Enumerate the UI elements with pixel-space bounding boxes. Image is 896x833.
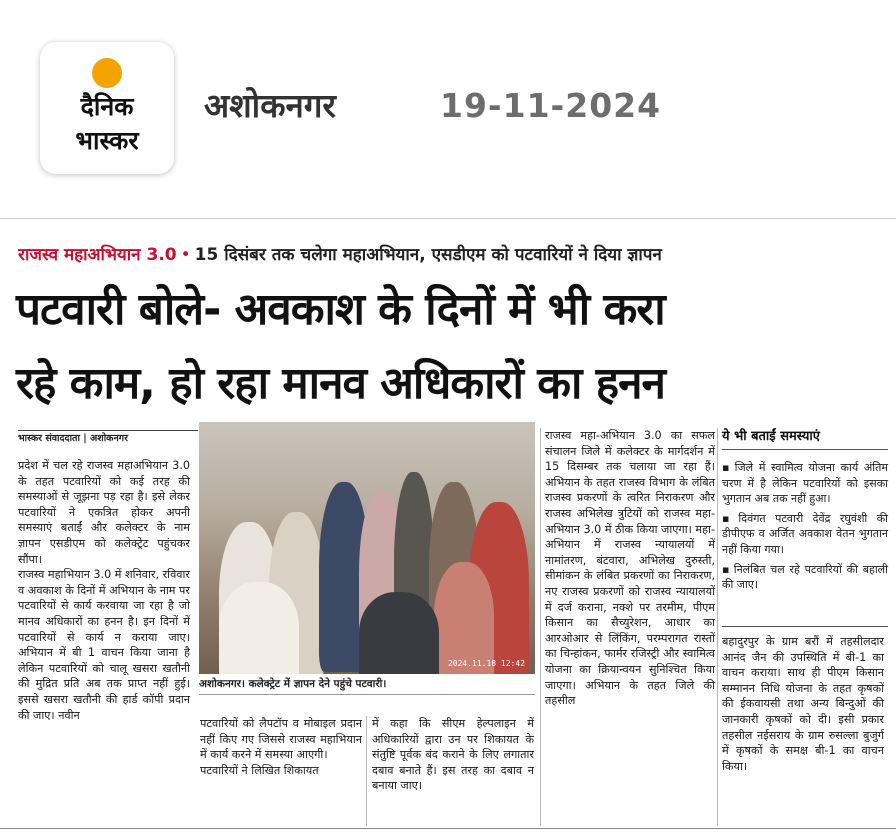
article-column-4: बहादुरपुर के ग्राम बरौं में तहसीलदार आनंद जैन की उपस्थिति में बी-1 का वाचन कराया। साथ ही पीएम किसान सम्मानन निधि योजना के तहत कृषकों की ईकवायसी तथा अन्य बिन्दुओं की जानकारी कृषकों को दी। इसी प्रकार तहसील नईसराय के ग्राम रुसल्ला बुजुर्ग में कृषकों के समक्ष बी-1 का वाचन किया। <box>722 635 884 773</box>
article-column-2b: में कहा कि सीएम हेल्पलाइन में अधिकारियों द्वारा उन पर शिकायत के संतुष्टि पूर्वक बंद कराने के लिए लगातार दबाव बनाते हैं। इस तरह का दबाव न बनाया जाए। <box>372 717 534 793</box>
header-divider <box>0 218 896 219</box>
list-item-text: दिवंगत पटवारी देवेंद्र रघुवंशी की डीपीएफ व अर्जित अवकाश वेतन भुगतान नहीं किया गया। <box>722 511 888 556</box>
dainik-bhaskar-logo <box>40 42 174 174</box>
kicker-label: राजस्व महाअभियान 3.0 <box>18 245 177 265</box>
byline: भास्कर संवाददाता | अशोकनगर <box>18 430 198 446</box>
headline-line-1: पटवारी बोले- अवकाश के दिनों में भी करा <box>16 284 665 335</box>
photo-timestamp: 2024.11.18 12:42 <box>447 659 525 668</box>
edition-city: अशोकनगर <box>204 86 336 125</box>
edition-date: 19-11-2024 <box>440 86 662 125</box>
square-bullet-icon: ▪ <box>722 562 731 576</box>
list-item <box>722 511 888 558</box>
column-divider <box>540 428 541 826</box>
list-item <box>722 562 888 593</box>
headline-line-2: रहे काम, हो रहा मानव अधिकारों का हनन <box>16 358 665 409</box>
photo-caption: अशोकनगर। कलेक्ट्रेट में ज्ञापन देने पहुंचे पटवारी। <box>199 677 535 695</box>
article-column-3: राजस्व महा-अभियान 3.0 का सफल संचालन जिले में कलेक्टर के मार्गदर्शन में 15 दिसम्बर तक चलाया जा रहा हैं। अभियान के तहत राजस्व विभाग के लंबित राजस्व प्रकरणों के त्वरित निराकरण और राजस्व अभिलेख त्रुटियों को राजस्व महा-अभियान 3.0 में ठीक किया जाएगा। महा-अभियान में राजस्व न्यायालयों में नामांतरण, बंटवारा, अभिलेख दुरुस्ती, सीमांकन के लंबित प्रकरणों का निराकरण, नए राजस्व प्रकरणों को राजस्व न्यायालयों में दर्ज कराना, नक्शे पर तरमीम, पीएम किसान का सैच्युरेशन, आधार का आरओआर से लिंकिंग, परम्परागत रास्तों का चिन्हांकन, फार्मर रजिस्ट्री और स्वामित्व योजना का क्रियान्वयन सुनिश्चित किया जाएगा। अभियान के तहत जिले की तहसील <box>545 429 715 708</box>
list-item <box>722 460 888 507</box>
column-divider <box>717 428 718 826</box>
list-item-text: निलंबित चल रहे पटवारियों की बहाली की जाए। <box>722 562 888 592</box>
sidebar-title: ये भी बताईं समस्याएं <box>722 428 888 450</box>
logo-text-bhaskar: भास्कर <box>75 126 139 155</box>
column-divider <box>366 716 367 826</box>
sidebar-divider <box>722 626 888 627</box>
list-item-text: जिले में स्वामित्व योजना कार्य अंतिम चरण में है लेकिन पटवारियों को इसका भुगतान अब तक नहीं हुआ। <box>722 461 888 506</box>
article-column-2a: पटवारियों को लैपटॉप व मोबाइल प्रदान नहीं किए गए जिससे राजस्व महाभियान में कार्य करने में समस्या आएगी। पटवारियों ने लिखित शिकायत <box>200 717 362 777</box>
kicker-subhead: 15 दिसंबर तक चलेगा महाअभियान, एसडीएम को पटवारियों ने दिया ज्ञापन <box>194 245 662 265</box>
kicker <box>18 242 888 270</box>
sun-icon <box>92 58 122 88</box>
square-bullet-icon: ▪ <box>722 511 736 525</box>
logo-text-dainik: दैनिक <box>80 92 134 121</box>
square-bullet-icon: ▪ <box>722 461 732 474</box>
news-photo <box>199 422 535 674</box>
sidebar-list <box>722 460 888 597</box>
article-column-1: प्रदेश में चल रहे राजस्व महाअभियान 3.0 के तहत पटवारियों को कई तरह की समस्याओं से जूझना पड़ रहा है। इसे लेकर पटवारियों ने एकत्रित होकर अपनी समस्याएं बताईं और कलेक्टर के नाम ज्ञापन एसडीएम को कलेक्ट्रेट पहुंचकर सौंपा। राजस्व महाभियान 3.0 में शनिवार, रविवार व अवकाश के दिनों में अभियान के नाम पर पटवारियों से कार्य करवाया जा रहा है जो मानव अधिकारों का हनन है। इन दिनों में पटवारियों से कार्य न कराया जाए। अभियान में बी 1 वाचन किया जाना है लेकिन पटवारियों को चालू खसरा खतौनी की मुद्रित प्रति अब तक प्राप्त नहीं हुई। इससे खसरा खतौनी की हार्ड कॉपी प्रदान की जाए। नवीन <box>18 459 190 722</box>
page-bottom-rule <box>0 828 896 829</box>
kicker-bullet: • <box>180 245 191 265</box>
